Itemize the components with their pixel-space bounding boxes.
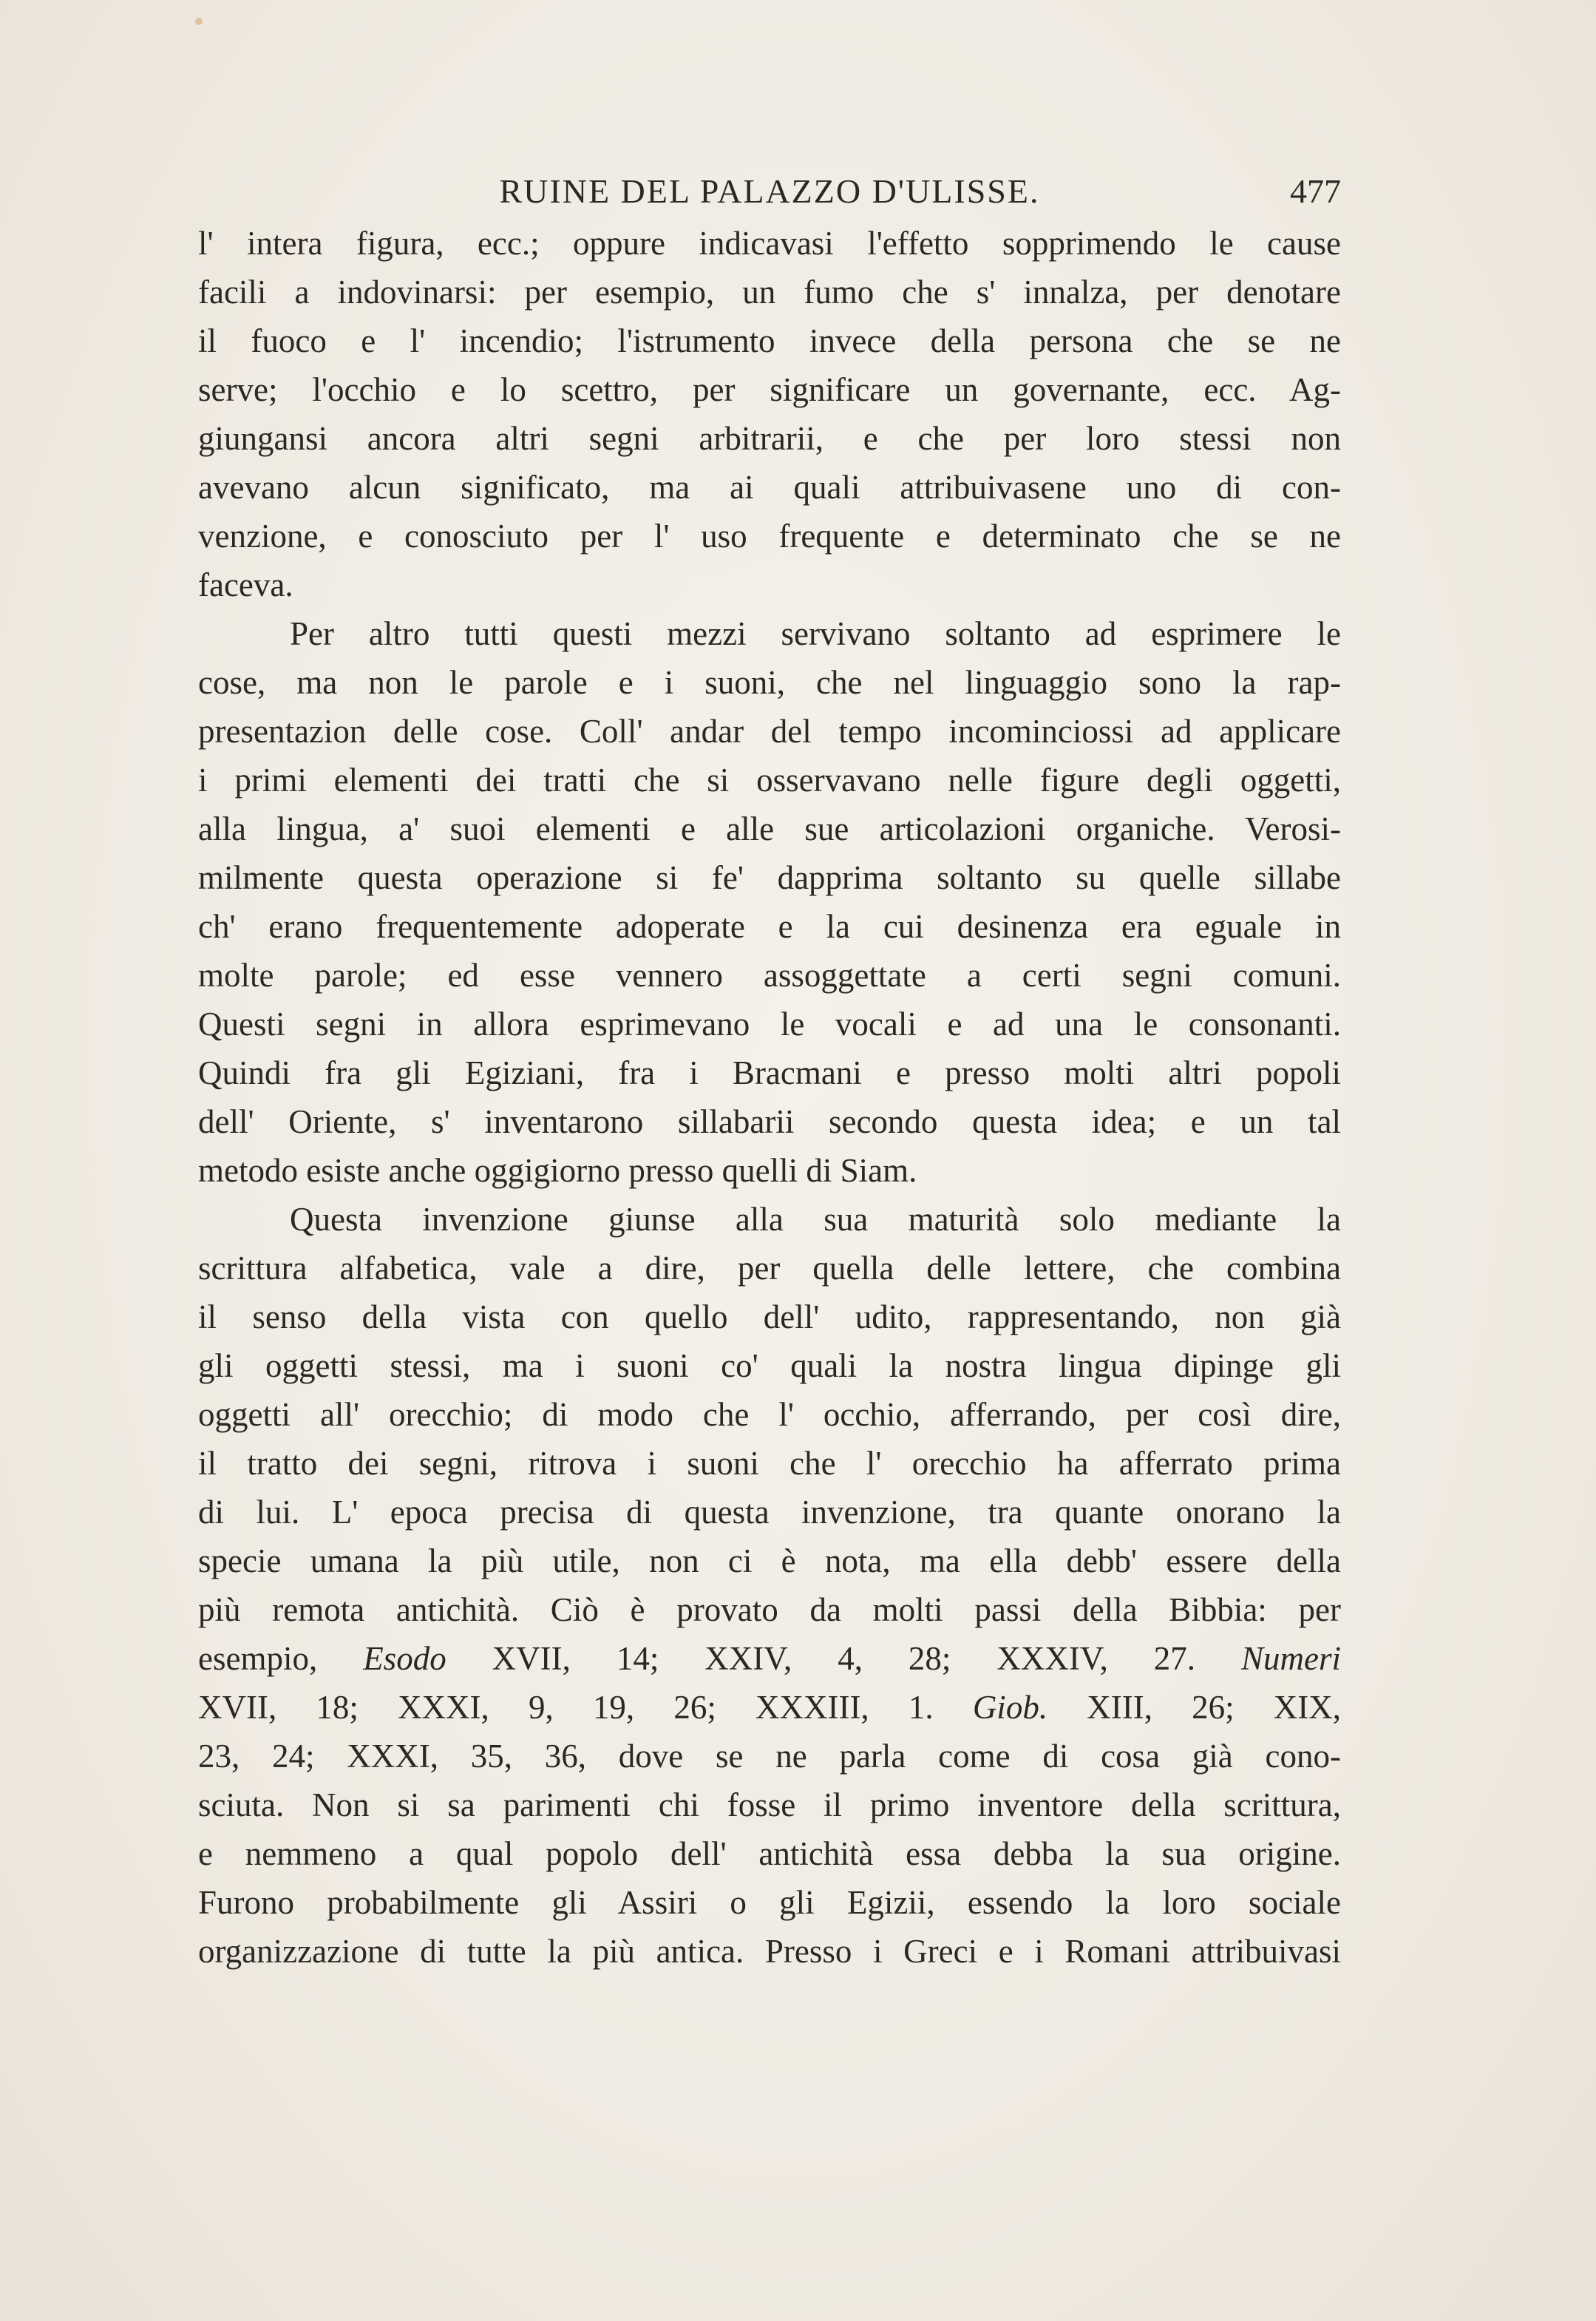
text-line: 23, 24; XXXI, 35, 36, dove se ne parla come di cosa già cono- [198, 1738, 1341, 1775]
paragraph-start-line: Per altro tutti questi mezzi servivano soltanto ad esprimere le [290, 615, 1341, 652]
running-title: RUINE DEL PALAZZO D'ULISSE. [499, 172, 1040, 210]
text-line: organizzazione di tutte la più antica. Presso i Greci e i Romani attribuivasi [198, 1933, 1341, 1970]
ref-book-title: Esodo [363, 1640, 446, 1677]
ref-text: XIII, 26; XIX, [1087, 1689, 1341, 1726]
text-line: i primi elementi dei tratti che si osservavano nelle figure degli oggetti, [198, 762, 1341, 799]
text-line: alla lingua, a' suoi elementi e alle sue articolazioni organiche. Verosi- [198, 810, 1341, 847]
text-line: cose, ma non le parole e i suoni, che nel linguaggio sono la rap- [198, 664, 1341, 701]
paper-spot [195, 18, 203, 25]
text-line: sciuta. Non si sa parimenti chi fosse il primo inventore della scrittura, [198, 1786, 1341, 1823]
text-line: serve; l'occhio e lo scettro, per significare un governante, ecc. Ag- [198, 371, 1341, 408]
ref-book-title: Numeri [1241, 1640, 1341, 1677]
text-line: specie umana la più utile, non ci è nota, ma ella debb' essere della [198, 1542, 1341, 1579]
text-line: il tratto dei segni, ritrova i suoni che l' orecchio ha afferrato prima [198, 1445, 1341, 1482]
ref-text: esempio, [198, 1640, 318, 1677]
text-line: oggetti all' orecchio; di modo che l' occhio, afferrando, per così dire, [198, 1396, 1341, 1433]
page-number: 477 [1290, 172, 1341, 210]
text-line: il fuoco e l' incendio; l'istrumento invece della persona che se ne [198, 322, 1341, 359]
text-line: venzione, e conosciuto per l' uso frequente e determinato che se ne [198, 518, 1341, 555]
text-line: Furono probabilmente gli Assiri o gli Egizii, essendo la loro sociale [198, 1884, 1341, 1921]
text-line: milmente questa operazione si fe' dapprima soltanto su quelle sillabe [198, 859, 1341, 896]
body-text [198, 219, 1341, 1976]
reference-line [198, 1634, 1341, 1683]
text-line: e nemmeno a qual popolo dell' antichità essa debba la sua origine. [198, 1835, 1341, 1872]
text-line: facili a indovinarsi: per esempio, un fumo che s' innalza, per denotare [198, 274, 1341, 311]
paragraph-start-line: Questa invenzione giunse alla sua maturità solo mediante la [290, 1201, 1341, 1238]
reference-line [198, 1683, 1341, 1732]
text-line: presentazion delle cose. Coll' andar del tempo incominciossi ad applicare [198, 713, 1341, 750]
text-line: faceva. [198, 566, 293, 603]
page-header [198, 172, 1341, 216]
ref-text: XVII, 14; XXIV, 4, 28; XXXIV, 27. [492, 1640, 1196, 1677]
text-line: gli oggetti stessi, ma i suoni co' quali la nostra lingua dipinge gli [198, 1347, 1341, 1384]
text-line: metodo esiste anche oggigiorno presso quelli di Siam. [198, 1152, 917, 1189]
text-line: il senso della vista con quello dell' udito, rappresentando, non già [198, 1298, 1341, 1335]
text-line: Questi segni in allora esprimevano le vocali e ad una le consonanti. [198, 1006, 1341, 1043]
text-line: molte parole; ed esse vennero assoggettate a certi segni comuni. [198, 957, 1341, 994]
ref-text: XVII, 18; XXXI, 9, 19, 26; XXXIII, 1. [198, 1689, 934, 1726]
text-line: Quindi fra gli Egiziani, fra i Bracmani e presso molti altri popoli [198, 1054, 1341, 1091]
text-line: scrittura alfabetica, vale a dire, per quella delle lettere, che combina [198, 1250, 1341, 1287]
text-line: più remota antichità. Ciò è provato da molti passi della Bibbia: per [198, 1591, 1341, 1628]
text-line: di lui. L' epoca precisa di questa invenzione, tra quante onorano la [198, 1494, 1341, 1531]
ref-book-title: Giob. [972, 1689, 1048, 1726]
text-line: l' intera figura, ecc.; oppure indicavasi l'effetto sopprimendo le cause [198, 225, 1341, 262]
text-line: dell' Oriente, s' inventarono sillabarii secondo questa idea; e un tal [198, 1103, 1341, 1140]
text-line: ch' erano frequentemente adoperate e la cui desinenza era eguale in [198, 908, 1341, 945]
text-line: giungansi ancora altri segni arbitrarii, e che per loro stessi non [198, 420, 1341, 457]
text-line: avevano alcun significato, ma ai quali attribuivasene uno di con- [198, 469, 1341, 506]
